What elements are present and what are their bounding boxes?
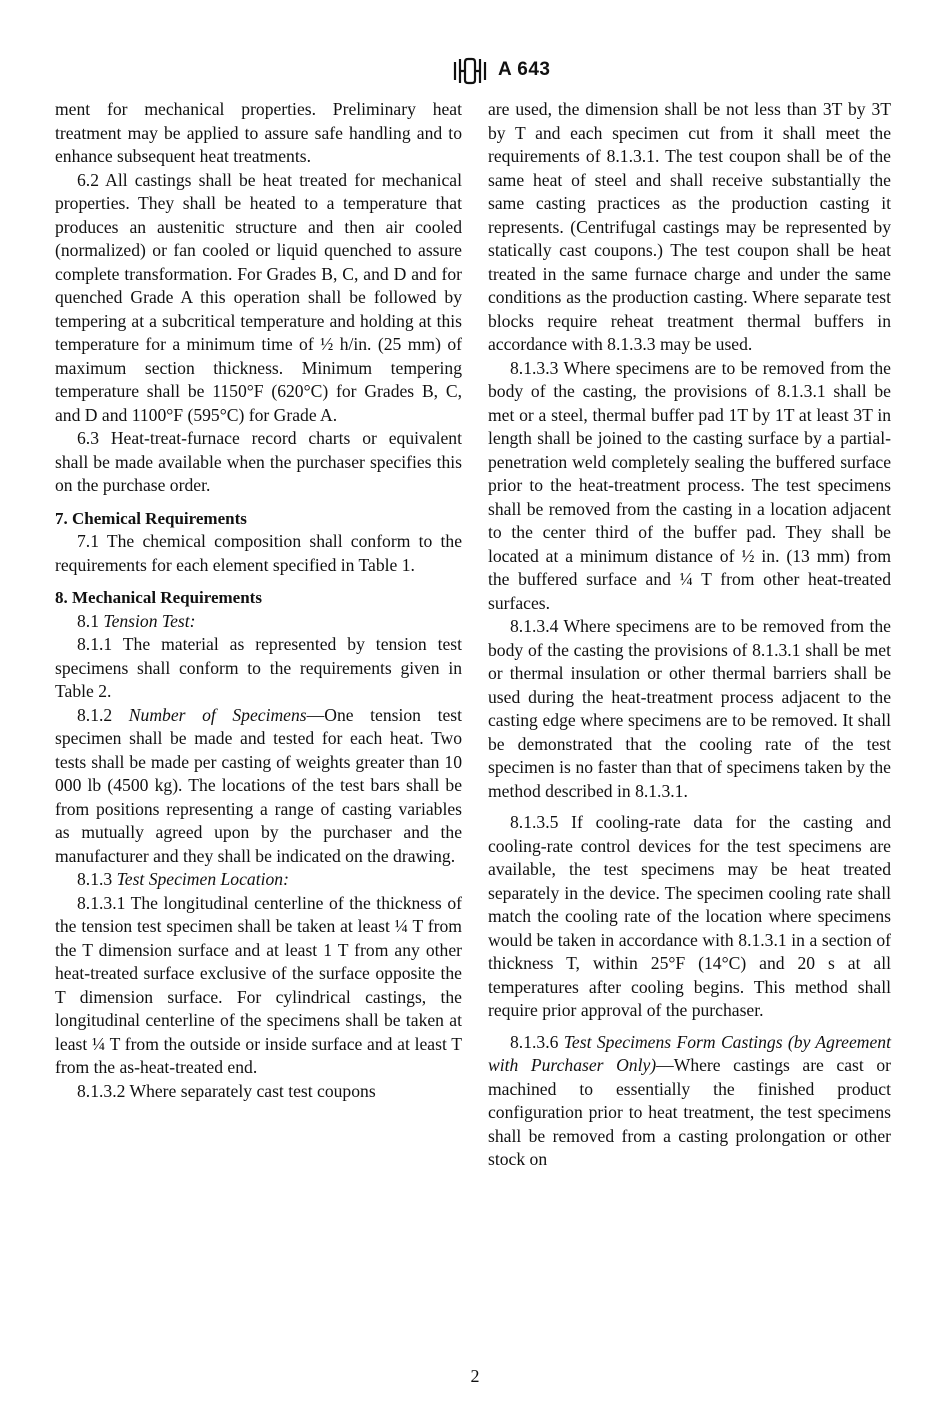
paragraph-6-2: 6.2 All castings shall be heat treated for mechanical properties. They shall be heated to a temperature that produces an austenitic structure and then air cooled (normalized) or fan cooled or liquid quenched to assure complete transformation. For Grades B, C, and D and for quenched Grade A this operation shall be followed by tempering at a subcritical temperature and holding at this temperature for a minimum time of ½ h/in. (25 mm) of maximum section thickness. Minimum tempering temperature shall be 1150°F (620°C) for Grades B, C, and D and 1100°F (595°C) for Grade A. xyxy=(55,169,462,425)
paragraph-title: Test Specimens Form Castings (by Agreement with Purchaser Only) xyxy=(488,1031,891,1075)
page-header xyxy=(0,56,950,90)
paragraph-6-3: 6.3 Heat-treat-furnace record charts or equivalent shall be made available when the purchaser specifies this on the purchase order. xyxy=(55,428,462,495)
paragraph-continuation: ment for mechanical properties. Preliminary heat treatment may be applied to assure safe handling and to enhance subsequent heat treatments. xyxy=(55,99,462,166)
left-column xyxy=(55,98,462,1103)
paragraph-number: 8.1 xyxy=(77,610,99,631)
paragraph-number: 8.1.2 xyxy=(77,704,113,725)
paragraph-7-1: 7.1 The chemical composition shall conform to the requirements for each element specified in Table 1. xyxy=(55,531,462,575)
paragraph-number: 8.1.3 xyxy=(77,869,113,889)
paragraph-8-1-3-6 xyxy=(488,1031,891,1172)
paragraph-title: Number of Specimens xyxy=(128,704,307,725)
paragraph-8-1-3-5: 8.1.3.5 If cooling-rate data for the casting and cooling-rate control devices for the test specimens are available, the test specimens may be heat treated separately in the device. The specimen cooling rate shall match the cooling rate of the location where specimens would be taken in accordance with 8.1.3.1 in a section of thickness T, within 25°F (14°C) and 20 s at all temperatures after cooling begins. This method shall require prior approval of the purchaser. xyxy=(488,812,891,1020)
paragraph-title: Test Specimen Location: xyxy=(116,869,289,889)
paragraph-title: Tension Test: xyxy=(103,610,196,631)
section-heading-7: 7. Chemical Requirements xyxy=(55,508,247,528)
astm-logo-icon xyxy=(452,56,488,86)
paragraph-8-1-1: 8.1.1 The material as represented by tension test specimens shall conform to the requirements given in Table 2. xyxy=(55,634,462,701)
paragraph-8-1-3-2-start: 8.1.3.2 Where separately cast test coupons xyxy=(77,1080,376,1101)
paragraph-8-1-2 xyxy=(55,704,462,869)
paragraph-8-1-3-1: 8.1.3.1 The longitudinal centerline of the thickness of the tension test specimen shall be taken at least ¼ T from the T dimension surface and at least 1 T from any other heat-treated surface exclusive of the surface opposite the T dimension surface. For cylindrical castings, the longitudinal centerline of the specimens shall be taken at least ¼ T from the outside or inside surface and at least T from the as-heat-treated end. xyxy=(55,892,462,1077)
paragraph-8-1-3-4: 8.1.3.4 Where specimens are to be removed from the body of the casting the provisions of 8.1.3.1 shall be met or thermal insulation or other thermal barriers shall be used during the heat-treatment process adjacent to the casting edge where specimens are to be removed. It shall be demonstrated that the cooling rate of the test specimen is no faster than that of specimens taken by the method described in 8.1.3.1. xyxy=(488,616,891,801)
paragraph-8-1-3-2-continuation: are used, the dimension shall be not less than 3T by 3T by T and each specimen cut from it shall meet the requirements of 8.1.3.1. The test coupon shall be of the same heat of steel and shall receive substantially the same casting practices as the production casting it represents. (Centrifugal castings may be represented by statically cast coupons.) The test coupon shall be heat treated in the same furnace charge and under the same conditions as the production casting. Where separate test blocks require reheat treatment thermal buffers in accordance with 8.1.3.3 may be used. xyxy=(488,99,891,354)
paragraph-text: —One tension test specimen shall be made and tested for each heat. Two tests shall be made per casting of weights greater than 10 000 lb (4500 kg). The locations of the test bars shall be from positions representing a range of casting variables as mutually agreed upon by the purchaser and the manufacturer and they shall be indicated on the drawing. xyxy=(55,704,462,866)
paragraph-text: —Where castings are cast or machined to essentially the finished product configuration prior to heat treatment, the test specimens shall be removed from a casting prolongation or other stock on xyxy=(488,1055,891,1169)
paragraph-8-1 xyxy=(55,610,462,634)
paragraph-8-1-3-3: 8.1.3.3 Where specimens are to be removed from the body of the casting, the provisions of 8.1.3.1 shall be met or a steel, thermal buffer pad 1T by 1T at least 3T in length shall be joined to the casting surface by a partial-penetration weld completely sealing the buffered surface prior to the heat-treatment process. The test specimens shall be removed from the casting in a location adjacent to the center third of the buffer pad. They shall be located at a minimum distance of ½ in. (13 mm) from the buffered surface and ¼ T from other heat-treated surfaces. xyxy=(488,357,891,613)
right-column xyxy=(488,98,891,1172)
page-number: 2 xyxy=(470,1366,480,1386)
paragraph-number: 8.1.3.6 xyxy=(510,1031,559,1052)
paragraph-8-1-3 xyxy=(55,868,462,892)
section-heading-8: 8. Mechanical Requirements xyxy=(55,588,262,607)
standard-designation: A 643 xyxy=(498,59,551,80)
